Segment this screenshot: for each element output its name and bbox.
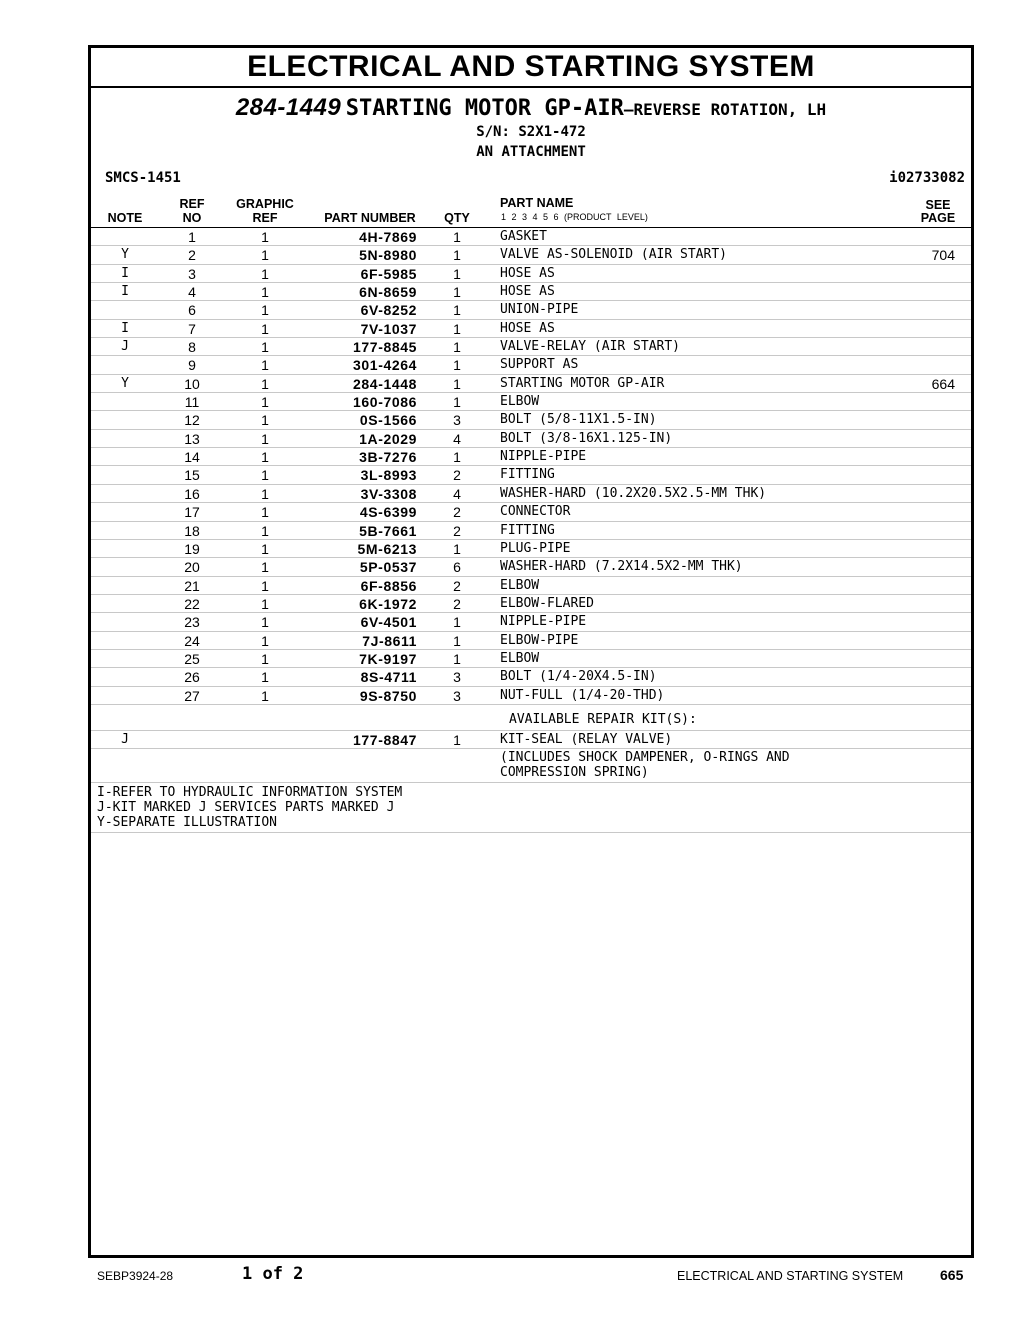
- part-qty: 4: [453, 430, 461, 447]
- part-note: I: [121, 320, 129, 336]
- part-graphic-ref: 1: [261, 522, 269, 539]
- part-number: 5N-8980: [359, 247, 417, 264]
- part-graphic-ref: 1: [261, 595, 269, 612]
- part-number: 3B-7276: [359, 449, 417, 466]
- part-name: SUPPORT AS: [500, 357, 579, 373]
- part-name: NUT-FULL (1/4-20-THD): [500, 687, 665, 703]
- repair-kit-name: KIT-SEAL (RELAY VALVE): [500, 731, 673, 747]
- note-i: I-REFER TO HYDRAULIC INFORMATION SYSTEM: [97, 785, 403, 801]
- table-row: [91, 265, 971, 283]
- table-row: [91, 595, 971, 613]
- part-number: 284-1448: [353, 375, 417, 392]
- part-ref-no: 22: [184, 595, 200, 612]
- footer-page-number: 665: [940, 1267, 964, 1283]
- part-ref-no: 21: [184, 577, 200, 594]
- page-frame: [88, 45, 974, 1258]
- part-qty: 4: [453, 485, 461, 502]
- part-graphic-ref: 1: [261, 669, 269, 686]
- part-number: 6V-8252: [360, 302, 417, 319]
- part-number: 5B-7661: [359, 522, 417, 539]
- header-ref-bottom: NO: [182, 211, 202, 225]
- part-see-page: 664: [931, 375, 955, 392]
- part-ref-no: 3: [188, 265, 196, 282]
- part-graphic-ref: 1: [261, 247, 269, 264]
- part-name: ELBOW: [500, 577, 540, 593]
- group-title: [91, 94, 971, 122]
- part-graphic-ref: 1: [261, 614, 269, 631]
- part-qty: 1: [453, 394, 461, 411]
- footer-doc-number: SEBP3924-28: [97, 1269, 174, 1283]
- part-graphic-ref: 1: [261, 375, 269, 392]
- part-name: FITTING: [500, 522, 555, 538]
- part-qty: 2: [453, 504, 461, 521]
- group-type: AN ATTACHMENT: [476, 144, 586, 160]
- header-product-level: 1 2 3 4 5 6 (PRODUCT LEVEL): [501, 212, 648, 222]
- part-name: BOLT (3/8-16X1.125-IN): [500, 430, 673, 446]
- part-graphic-ref: 1: [261, 485, 269, 502]
- part-note: Y: [121, 247, 129, 263]
- parts-table-body: [91, 228, 971, 705]
- part-graphic-ref: 1: [261, 559, 269, 576]
- part-graphic-ref: 1: [261, 504, 269, 521]
- part-graphic-ref: 1: [261, 650, 269, 667]
- part-graphic-ref: 1: [261, 577, 269, 594]
- header-part-number: PART NUMBER: [324, 211, 416, 225]
- note-y: Y-SEPARATE ILLUSTRATION: [97, 815, 278, 831]
- header-part-name: PART NAME: [500, 196, 574, 210]
- part-ref-no: 19: [184, 540, 200, 557]
- part-qty: 6: [453, 559, 461, 576]
- part-number: 9S-8750: [359, 687, 417, 704]
- part-name: HOSE AS: [500, 320, 555, 336]
- part-ref-no: 7: [188, 320, 196, 337]
- part-graphic-ref: 1: [261, 449, 269, 466]
- part-ref-no: 16: [184, 485, 200, 502]
- part-name: CONNECTOR: [500, 504, 571, 520]
- table-row: [91, 320, 971, 338]
- footer-page-of: 1 of 2: [242, 1264, 304, 1284]
- part-qty: 1: [453, 320, 461, 337]
- header-graphic-top: GRAPHIC: [236, 197, 294, 211]
- part-number: 4S-6399: [359, 504, 417, 521]
- part-qty: 1: [453, 302, 461, 319]
- note-j: J-KIT MARKED J SERVICES PARTS MARKED J: [97, 800, 395, 816]
- header-ref-top: REF: [179, 197, 205, 211]
- part-graphic-ref: 1: [261, 320, 269, 337]
- table-row: [91, 650, 971, 668]
- part-graphic-ref: 1: [261, 430, 269, 447]
- part-number: 3L-8993: [360, 467, 417, 484]
- table-row: [91, 338, 971, 356]
- part-graphic-ref: 1: [261, 687, 269, 704]
- part-graphic-ref: 1: [261, 284, 269, 301]
- part-name: BOLT (1/4-20X4.5-IN): [500, 669, 657, 685]
- header-graphic-bottom: REF: [252, 211, 278, 225]
- part-ref-no: 27: [184, 687, 200, 704]
- table-row: [91, 356, 971, 374]
- part-number: 301-4264: [353, 357, 417, 374]
- notes-legend: [91, 783, 971, 833]
- part-number: 6K-1972: [359, 595, 417, 612]
- part-ref-no: 17: [184, 504, 200, 521]
- part-ref-no: 18: [184, 522, 200, 539]
- table-row: [91, 228, 971, 246]
- table-row: [91, 577, 971, 595]
- part-number: 4H-7869: [359, 229, 417, 245]
- part-name: ELBOW-FLARED: [500, 595, 594, 611]
- table-row: [91, 613, 971, 631]
- part-number: 5M-6213: [357, 540, 417, 557]
- part-name: NIPPLE-PIPE: [500, 449, 587, 465]
- part-qty: 3: [453, 669, 461, 686]
- part-ref-no: 6: [188, 302, 196, 319]
- repair-kit-desc-line2: COMPRESSION SPRING): [500, 765, 649, 781]
- part-number: 1A-2029: [359, 430, 417, 447]
- part-ref-no: 2: [188, 247, 196, 264]
- table-row: [91, 503, 971, 521]
- part-qty: 2: [453, 577, 461, 594]
- part-name: ELBOW-PIPE: [500, 632, 579, 648]
- part-qty: 1: [453, 540, 461, 557]
- part-qty: 1: [453, 375, 461, 392]
- repair-kit-note: J: [121, 731, 129, 747]
- table-row: [91, 301, 971, 319]
- table-row: [91, 283, 971, 301]
- part-qty: 1: [453, 339, 461, 356]
- part-name: PLUG-PIPE: [500, 540, 571, 556]
- repair-kit-heading: AVAILABLE REPAIR KIT(S):: [509, 711, 697, 727]
- table-row: [91, 668, 971, 686]
- part-note: I: [121, 284, 129, 300]
- group-suffix: —REVERSE ROTATION, LH: [623, 100, 827, 119]
- part-number: 6F-8856: [360, 577, 417, 594]
- document-id: i02733082: [889, 170, 965, 186]
- part-name: NIPPLE-PIPE: [500, 614, 587, 630]
- table-row: [91, 430, 971, 448]
- part-graphic-ref: 1: [261, 229, 269, 245]
- header-see-top: SEE: [925, 198, 951, 212]
- parts-table: [91, 227, 971, 833]
- header-see-bottom: PAGE: [920, 211, 956, 225]
- part-ref-no: 4: [188, 284, 196, 301]
- part-graphic-ref: 1: [261, 357, 269, 374]
- table-row: [91, 522, 971, 540]
- part-ref-no: 11: [184, 394, 200, 411]
- part-number: 7K-9197: [359, 650, 417, 667]
- repair-kit-part-number: 177-8847: [353, 731, 417, 748]
- part-number: 8S-4711: [360, 669, 417, 686]
- group-number: 284-1449: [235, 94, 342, 121]
- part-qty: 1: [453, 614, 461, 631]
- part-name: HOSE AS: [500, 265, 555, 281]
- part-name: WASHER-HARD (7.2X14.5X2-MM THK): [500, 559, 743, 575]
- table-row: [91, 466, 971, 484]
- part-qty: 2: [453, 522, 461, 539]
- part-graphic-ref: 1: [261, 265, 269, 282]
- part-ref-no: 25: [184, 650, 200, 667]
- header-note: NOTE: [107, 211, 143, 225]
- part-qty: 3: [453, 687, 461, 704]
- part-qty: 1: [453, 449, 461, 466]
- part-name: ELBOW: [500, 394, 540, 410]
- part-qty: 1: [453, 247, 461, 264]
- part-ref-no: 12: [184, 412, 200, 429]
- part-number: 7V-1037: [360, 320, 417, 337]
- part-name: WASHER-HARD (10.2X20.5X2.5-MM THK): [500, 485, 767, 501]
- part-qty: 2: [453, 595, 461, 612]
- part-qty: 1: [453, 632, 461, 649]
- part-note: Y: [121, 375, 129, 391]
- part-graphic-ref: 1: [261, 394, 269, 411]
- smcs-code: SMCS-1451: [105, 170, 181, 186]
- part-name: VALVE-RELAY (AIR START): [500, 339, 681, 355]
- part-name: FITTING: [500, 467, 555, 483]
- part-graphic-ref: 1: [261, 339, 269, 356]
- part-ref-no: 15: [184, 467, 200, 484]
- part-note: J: [121, 339, 129, 355]
- part-ref-no: 13: [184, 430, 200, 447]
- part-number: 6F-5985: [360, 265, 417, 282]
- table-row: [91, 558, 971, 576]
- part-qty: 3: [453, 412, 461, 429]
- part-number: 160-7086: [353, 394, 417, 411]
- serial-number: S/N: S2X1-472: [476, 124, 586, 140]
- part-ref-no: 9: [188, 357, 196, 374]
- repair-kit-row: [91, 731, 971, 749]
- part-ref-no: 24: [184, 632, 200, 649]
- table-row: [91, 485, 971, 503]
- table-row: [91, 393, 971, 411]
- part-name: GASKET: [500, 229, 547, 244]
- part-note: I: [121, 265, 129, 281]
- part-name: VALVE AS-SOLENOID (AIR START): [500, 247, 727, 263]
- table-row: [91, 375, 971, 393]
- footer-section: ELECTRICAL AND STARTING SYSTEM: [677, 1269, 904, 1283]
- repair-kit-heading-row: [91, 705, 971, 731]
- part-ref-no: 23: [184, 614, 200, 631]
- part-number: 6V-4501: [360, 614, 417, 631]
- repair-kit-qty: 1: [453, 731, 461, 748]
- part-qty: 2: [453, 467, 461, 484]
- part-qty: 1: [453, 265, 461, 282]
- part-qty: 1: [453, 650, 461, 667]
- part-number: 3V-3308: [360, 485, 417, 502]
- part-name: BOLT (5/8-11X1.5-IN): [500, 412, 657, 428]
- part-name: HOSE AS: [500, 284, 555, 300]
- part-graphic-ref: 1: [261, 467, 269, 484]
- part-ref-no: 10: [184, 375, 200, 392]
- part-qty: 1: [453, 357, 461, 374]
- repair-kit-desc-line1: (INCLUDES SHOCK DAMPENER, O-RINGS AND: [500, 750, 790, 766]
- header-qty: QTY: [444, 211, 470, 225]
- table-row: [91, 411, 971, 429]
- part-ref-no: 26: [184, 669, 200, 686]
- table-row: [91, 540, 971, 558]
- repair-kit-description: [91, 749, 971, 783]
- table-row: [91, 448, 971, 466]
- part-name: STARTING MOTOR GP-AIR: [500, 375, 665, 391]
- part-qty: 1: [453, 284, 461, 301]
- part-number: 0S-1566: [359, 412, 417, 429]
- part-ref-no: 8: [188, 339, 196, 356]
- group-name: STARTING MOTOR GP-AIR: [345, 96, 624, 121]
- part-see-page: 704: [931, 247, 955, 264]
- part-graphic-ref: 1: [261, 302, 269, 319]
- part-ref-no: 14: [184, 449, 200, 466]
- part-graphic-ref: 1: [261, 632, 269, 649]
- table-row: [91, 246, 971, 264]
- table-row: [91, 632, 971, 650]
- part-name: ELBOW: [500, 650, 540, 666]
- part-graphic-ref: 1: [261, 540, 269, 557]
- part-number: 6N-8659: [359, 284, 417, 301]
- section-banner: ELECTRICAL AND STARTING SYSTEM: [91, 48, 971, 88]
- part-graphic-ref: 1: [261, 412, 269, 429]
- table-row: [91, 687, 971, 705]
- part-ref-no: 20: [184, 559, 200, 576]
- part-name: UNION-PIPE: [500, 302, 579, 318]
- part-number: 5P-0537: [359, 559, 417, 576]
- part-number: 7J-8611: [362, 632, 417, 649]
- part-qty: 1: [453, 229, 461, 245]
- part-ref-no: 1: [188, 229, 196, 245]
- part-number: 177-8845: [353, 339, 417, 356]
